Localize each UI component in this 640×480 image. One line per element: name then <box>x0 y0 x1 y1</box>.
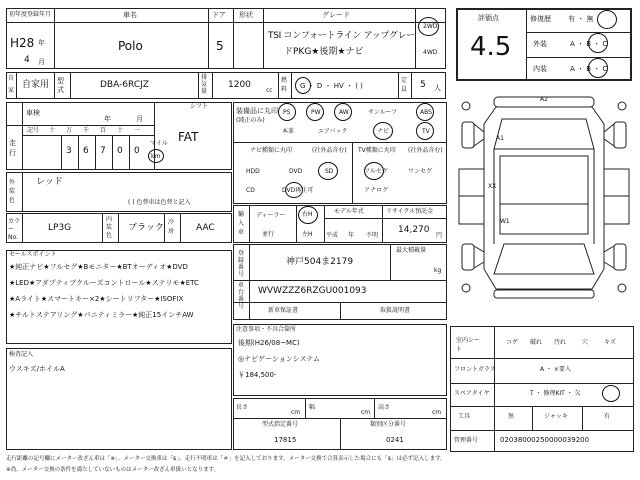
nav-hdd: HDD <box>246 168 260 175</box>
odometer-unit-label: 一 <box>134 127 141 134</box>
odometer-digit: 7 <box>100 146 106 156</box>
first-reg-year: H28 <box>10 36 35 50</box>
sheet-burn: コゲ <box>506 339 519 346</box>
sheet-tear: 破れ <box>530 339 543 346</box>
nav-dvd-play: DVD再生可 <box>282 187 314 194</box>
color-code: LP3G <box>48 223 72 233</box>
footer-line-1: 走行距離の記号欄にメーター改ざん車は「※」、メーター交換車は「$」、走行不明車は「＃」を記入しております。メーター交換で合算表示した場合にも「$」は必ず記入します。 <box>6 456 446 462</box>
equip-aw: AW <box>339 109 349 116</box>
equip-tv-circle <box>416 122 434 140</box>
handle-right-circle <box>298 206 318 224</box>
import-parallel: 並行 <box>262 231 275 238</box>
model-label: 型式 <box>57 77 64 94</box>
grade-line-2: ドPKG★後期★ナビ <box>284 47 364 57</box>
model-year-heisei: 平成 <box>326 232 339 239</box>
max-load-label: 最大積載量 <box>396 247 427 254</box>
private-use: 自家用 <box>22 80 50 90</box>
tools-value: 無 <box>508 413 515 420</box>
tv-fullseg: フルセグ <box>364 168 388 175</box>
length-unit: cm <box>291 409 301 416</box>
handle-left: 左H <box>302 231 313 238</box>
repair-options: 有 ・ 無 <box>568 15 594 23</box>
model-year-label: モデル年式 <box>334 208 364 215</box>
height-label: 高さ <box>378 404 391 411</box>
notes-line-3: ￥184,500- <box>238 371 277 379</box>
inspection-note-label: 検査記入 <box>9 351 34 358</box>
glass-options: A ・ ×要入 <box>540 366 571 373</box>
use-label-top: 自 <box>8 75 15 82</box>
exterior-options: A ・ B ・ C <box>570 40 608 48</box>
odometer-unit-label: 十 <box>49 127 56 134</box>
car-name: Polo <box>118 39 143 53</box>
handle-right: 右H <box>302 211 313 218</box>
equip-sunroof: サンルーフ <box>368 109 398 116</box>
length-label: 長さ <box>236 404 249 411</box>
equip-tv: TV <box>422 128 430 135</box>
year-unit: 年 <box>38 39 45 47</box>
run-label: 走行 <box>9 139 16 157</box>
interior-options: A ・ B ・ C <box>570 65 608 73</box>
score-label: 評価点 <box>478 14 499 22</box>
inspection-month: 月 <box>136 115 143 123</box>
inspection-year: 年 <box>104 115 111 123</box>
nav-type-label: ナビ種類に丸印 <box>250 147 293 154</box>
type-no-label: 型式指定番号 <box>262 421 299 428</box>
nav-dvd: DVD <box>289 168 303 175</box>
tv-type-sub: (社外品含む) <box>408 147 443 154</box>
jack-label: ジャッキ <box>544 413 568 420</box>
fuel-options: G ・ D ・ HV ・ ( ) <box>300 82 363 90</box>
chassis-number: WVWZZZ6RZGU001093 <box>258 286 367 296</box>
repair-label: 修復歴 <box>530 15 551 23</box>
spare-label: スペアタイヤ <box>454 390 490 397</box>
glass-label: フロントガラス <box>454 366 496 373</box>
sales-line-1: ★純正ナビ★フルセグ★Bモニター★BTオーディオ★DVD <box>9 263 188 271</box>
nav-sd-circle <box>318 162 338 180</box>
car-name-label: 車名 <box>123 11 137 19</box>
reg-number: 神戸504ま2179 <box>286 257 354 267</box>
inspection-note: ウスキズ/ホイルA <box>9 365 65 373</box>
displacement: 1200 <box>228 80 251 90</box>
equip-airbag: エアバック <box>318 128 348 135</box>
month-unit: 月 <box>38 58 45 66</box>
exterior-b-circle <box>588 33 608 53</box>
class-no-label: 類別区分番号 <box>370 421 407 428</box>
spare-missing-circle <box>602 385 620 402</box>
color-code-label: カラー No. <box>8 218 21 241</box>
sales-line-4: ★チルトステアリング★パニティミラー★純正15インチAW <box>9 311 194 319</box>
fuel-label: 燃料 <box>281 77 288 93</box>
car-diagram <box>454 94 634 304</box>
odometer-digit: 0 <box>134 146 140 156</box>
inspection-box <box>6 348 232 450</box>
odometer-unit-label: 十 <box>117 127 124 134</box>
mgmt-label: 管理番号 <box>454 437 479 444</box>
ac-value: AAC <box>196 223 215 233</box>
repair-none-circle <box>597 10 617 29</box>
cc-unit: cc <box>266 87 273 94</box>
first-reg-month: 4 <box>24 55 30 65</box>
equip-abs-circle <box>416 103 434 121</box>
mile-label: マイル <box>150 140 168 147</box>
sheet-hole: 穴 <box>582 339 589 346</box>
equip-abs: ABS <box>420 109 432 116</box>
door-label: ドア <box>212 11 226 19</box>
capacity-unit: 人 <box>434 84 441 92</box>
color-note: ( ) 色替車は色替と記入 <box>128 199 191 206</box>
equip-navi: ナビ <box>377 128 390 135</box>
nav-type-sub: (社外品含む) <box>312 147 347 154</box>
sales-line-3: ★Aライト★スマートキー×2★シートリフター★ISOFIX <box>9 295 184 303</box>
displacement-label: 排気量 <box>201 74 208 95</box>
drive-4wd: 4WD <box>423 49 438 56</box>
nav-sd: SD <box>325 168 334 175</box>
odometer-unit-label: 万 <box>66 127 73 134</box>
exterior-color-label: 外装色 <box>9 179 16 204</box>
exterior-label: 外装 <box>533 40 547 48</box>
km-circle <box>148 149 164 163</box>
import-dealer: ディーラー <box>256 212 286 219</box>
first-reg-label: 初年度登録年月 <box>9 11 52 18</box>
equip-ps: PS <box>283 109 291 116</box>
use-label-bottom: 家 <box>8 87 15 94</box>
type-no: 17815 <box>274 436 297 444</box>
sales-label: セールスポイント <box>9 251 57 258</box>
equip-pw-circle <box>306 103 324 121</box>
inspection-label: 車検 <box>26 109 40 117</box>
note-label: 記号 <box>27 127 40 134</box>
fuel-g-circle <box>295 77 311 94</box>
score: 4.5 <box>470 32 512 62</box>
spare-options: T ・ 修理KIT ・ 欠 <box>530 390 581 397</box>
capacity: 5 <box>420 80 426 90</box>
diagram-label-a2: A2 <box>540 96 548 103</box>
height-unit: cm <box>432 409 442 416</box>
class-no: 0241 <box>386 436 404 444</box>
diagram-label-xx: XX <box>488 183 497 190</box>
recycle-yen: 円 <box>436 232 443 239</box>
chassis-label: 車台番号 <box>238 282 245 310</box>
width-label: 幅 <box>309 404 316 411</box>
odometer-unit-label: 千 <box>83 127 90 134</box>
model-code: DBA-6RCJZ <box>100 80 149 90</box>
reg-number-label: 登録番号 <box>238 250 245 278</box>
drive-2wd-circle <box>418 17 439 36</box>
nav-cd: CD <box>246 187 255 194</box>
model-year-unit: 年 <box>348 232 355 239</box>
sheet-scratch: キズ <box>604 339 616 346</box>
manual-label: 取扱説明書 <box>380 307 411 314</box>
equip-pw: PW <box>311 109 321 116</box>
equip-navi-circle <box>373 122 393 140</box>
shift-value: FAT <box>178 130 199 144</box>
warranty-label: 新車保証書 <box>268 307 299 314</box>
drive-2wd: 2WD <box>423 23 438 30</box>
nav-dvd-play-circle <box>285 182 303 198</box>
km-label: km <box>151 153 161 160</box>
import-label: 輸入車 <box>238 211 245 236</box>
diagram-label-a1: A1 <box>496 135 504 142</box>
recycle-value: 14,270 <box>398 225 430 235</box>
grade-label: グレード <box>322 11 350 19</box>
row2-grid <box>6 72 446 99</box>
ac-label: 冷房 <box>168 219 175 235</box>
shift-label: シフト <box>190 103 209 110</box>
tv-fullseg-circle <box>364 162 384 180</box>
width-unit: cm <box>361 409 371 416</box>
interior-label: 内装 <box>533 65 547 73</box>
equipment-label: 装備品に丸印 <box>236 107 278 115</box>
recycle-label: リサイクル預託金 <box>386 208 434 215</box>
equip-leather: 本革 <box>282 128 295 135</box>
odometer-digit: 6 <box>83 146 89 156</box>
doors: 5 <box>216 39 224 53</box>
interior-color-label: 内装色 <box>106 216 113 239</box>
notes-label: 注意事項・不具合箇所 <box>236 326 297 333</box>
equip-aw-circle <box>334 103 352 121</box>
equip-ps-circle <box>278 103 296 121</box>
max-load-kg: kg <box>434 267 442 274</box>
equipment-sub: (純正のみ) <box>236 117 265 124</box>
interior-sheet-label: 室内シート <box>456 337 481 353</box>
mgmt-number: 02038000250000039200 <box>500 436 590 444</box>
capacity-label: 定員 <box>401 77 408 93</box>
sheet-stain: 汚れ <box>554 339 567 346</box>
model-year-unknown: 不明 <box>366 232 379 239</box>
exterior-color: レッド <box>36 177 63 187</box>
tv-type-label: TV種類に丸印 <box>358 147 396 154</box>
odometer-digit: 0 <box>117 146 123 156</box>
tv-analog: アナログ <box>364 187 389 194</box>
footer-line-2: ※尚、メーター交換の条件を満たしていないものはメーター改ざん車扱いとなります。 <box>6 467 220 473</box>
notes-line-1: 後期(H26/08~MC) <box>238 339 300 347</box>
tools-label: 工具 <box>458 413 471 420</box>
odometer-digit: 3 <box>66 146 72 156</box>
interior-b-circle <box>588 58 608 78</box>
grade-line-1: TSI コンフォートライン アップグレー <box>268 31 415 41</box>
notes-line-2: ◎ナビゲーションシステム <box>238 355 320 363</box>
odometer-unit-label: 百 <box>100 127 107 134</box>
diagram-label-w1: W1 <box>500 218 510 225</box>
interior-color: ブラック <box>128 223 164 233</box>
jack-value: 有 <box>604 413 611 420</box>
shape-label: 形状 <box>239 11 253 19</box>
tv-oneseg: ワンセグ <box>408 168 433 175</box>
sales-line-2: ★LED★アダプティブクルーズコントロール★ステリモ★ETC <box>9 279 199 287</box>
